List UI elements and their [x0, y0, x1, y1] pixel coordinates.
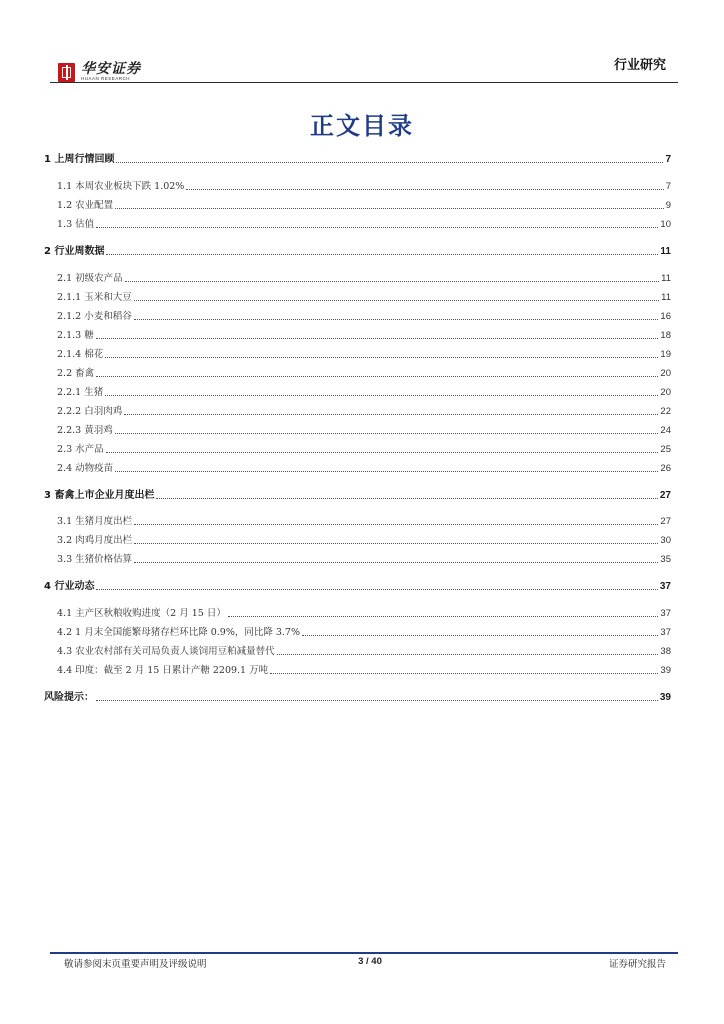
toc-section-entry[interactable]	[44, 550, 671, 566]
toc-leader-dots	[125, 280, 659, 282]
toc-section-entry[interactable]	[44, 196, 671, 212]
toc-entry-page: 37	[660, 627, 671, 638]
toc-entry-label: 2.4 动物疫苗	[57, 463, 114, 474]
toc-entry-page: 7	[665, 154, 671, 165]
toc-leader-dots	[96, 226, 658, 228]
toc-entry-page: 22	[660, 406, 671, 417]
toc-section-entry[interactable]	[44, 177, 671, 193]
toc-leader-dots	[134, 542, 658, 544]
toc-entry-label: 2.2.1 生猪	[57, 387, 104, 398]
toc-entry-label: 3.1 生猪月度出栏	[57, 516, 133, 527]
toc-entry-label: 3 畜禽上市企业月度出栏	[44, 490, 155, 501]
toc-leader-dots	[124, 413, 658, 415]
toc-entry-page: 9	[665, 200, 671, 211]
toc-entry-label: 4.2 1 月末全国能繁母猪存栏环比降 0.9%，同比降 3.7%	[57, 627, 301, 638]
toc-entry-label: 2.1.2 小麦和稻谷	[57, 311, 132, 322]
toc-entry-page: 20	[660, 368, 671, 379]
toc-leader-dots	[116, 161, 663, 163]
toc-leader-dots	[270, 672, 658, 674]
toc-entry-page: 25	[660, 444, 671, 455]
toc-leader-dots	[134, 523, 658, 525]
toc-entry-page: 38	[660, 646, 671, 657]
toc-leader-dots	[106, 451, 659, 453]
toc-section-entry[interactable]	[44, 661, 671, 677]
toc-entry-label: 2 行业周数据	[44, 246, 105, 257]
toc-entry-page: 19	[660, 349, 671, 360]
toc-section-entry[interactable]	[44, 604, 671, 620]
toc-leader-dots	[96, 375, 658, 377]
toc-entry-page: 18	[660, 330, 671, 341]
toc-entry-page: 7	[665, 181, 671, 192]
toc-entry-label: 风险提示：	[44, 692, 94, 703]
toc-entry-label: 4.1 主产区秋粮收购进度（2 月 15 日）	[57, 608, 226, 619]
toc-section-entry[interactable]	[44, 383, 671, 399]
toc-chapter-entry[interactable]	[44, 242, 671, 258]
toc-section-entry[interactable]	[44, 623, 671, 639]
toc-entry-page: 37	[659, 581, 671, 592]
toc-section-entry[interactable]	[44, 642, 671, 658]
toc-entry-label: 4 行业动态	[44, 581, 95, 592]
toc-chapter-entry[interactable]	[44, 486, 671, 502]
toc-leader-dots	[134, 318, 659, 320]
logo-seal-icon	[58, 63, 75, 82]
toc-section-entry[interactable]	[44, 326, 671, 342]
footer-doc-type: 证券研究报告	[608, 959, 666, 970]
toc-entry-page: 11	[661, 292, 671, 303]
toc-entry-label: 3.3 生猪价格估算	[57, 554, 133, 565]
header-divider	[50, 82, 678, 83]
footer-disclaimer: 敬请参阅末页重要声明及评级说明	[64, 959, 207, 970]
logo-name-en: HUAAN RESEARCH	[81, 76, 131, 81]
toc-entry-label: 1 上周行情回顾	[44, 154, 115, 165]
toc-section-entry[interactable]	[44, 440, 671, 456]
toc-entry-label: 2.1.1 玉米和大豆	[57, 292, 132, 303]
toc-section-entry[interactable]	[44, 459, 671, 475]
toc-entry-label: 1.3 估值	[57, 219, 95, 230]
toc-leader-dots	[228, 615, 659, 617]
toc-entry-label: 2.1.3 糖	[57, 330, 94, 341]
toc-chapter-entry[interactable]	[44, 577, 671, 593]
toc-leader-dots	[115, 207, 664, 209]
toc-entry-page: 10	[660, 219, 671, 230]
company-logo	[58, 60, 141, 84]
toc-section-entry[interactable]	[44, 345, 671, 361]
toc-entry-label: 4.3 农业农村部有关司局负责人谈饲用豆粕减量替代	[57, 646, 275, 657]
toc-entry-page: 20	[660, 387, 671, 398]
toc-entry-page: 27	[660, 516, 671, 527]
toc-leader-dots	[115, 432, 659, 434]
toc-leader-dots	[106, 253, 658, 255]
logo-name-cn: 华安证券	[81, 61, 141, 77]
toc-entry-page: 39	[660, 665, 671, 676]
toc-section-entry[interactable]	[44, 364, 671, 380]
toc-leader-dots	[156, 497, 657, 499]
toc-leader-dots	[96, 337, 659, 339]
toc-entry-page: 24	[660, 425, 671, 436]
toc-entry-label: 2.1 初级农产品	[57, 273, 123, 284]
toc-entry-label: 1.2 农业配置	[57, 200, 114, 211]
toc-entry-page: 27	[659, 490, 671, 501]
toc-leader-dots	[96, 588, 657, 590]
toc-entry-label: 2.1.4 棉花	[57, 349, 104, 360]
toc-entry-label: 3.2 肉鸡月度出栏	[57, 535, 133, 546]
toc-entry-page: 30	[660, 535, 671, 546]
toc-section-entry[interactable]	[44, 512, 671, 528]
toc-entry-page: 11	[661, 273, 671, 284]
toc-entry-label: 2.2.2 白羽肉鸡	[57, 406, 123, 417]
page-number: 3 / 40	[358, 956, 382, 967]
toc-entry-page: 26	[660, 463, 671, 474]
toc-entry-page: 37	[660, 608, 671, 619]
toc-section-entry[interactable]	[44, 215, 671, 231]
toc-section-entry[interactable]	[44, 421, 671, 437]
toc-leader-dots	[186, 188, 663, 190]
toc-leader-dots	[302, 634, 658, 636]
footer-divider	[50, 952, 678, 954]
toc-chapter-entry[interactable]	[44, 150, 671, 166]
toc-leader-dots	[134, 299, 659, 301]
toc-entry-label: 1.1 本周农业板块下跌 1.02%	[57, 181, 185, 192]
toc-section-entry[interactable]	[44, 307, 671, 323]
toc-entry-label: 4.4 印度：截至 2 月 15 日累计产糖 2209.1 万吨	[57, 665, 269, 676]
toc-chapter-entry[interactable]	[44, 688, 671, 704]
toc-entry-page: 16	[660, 311, 671, 322]
toc-section-entry[interactable]	[44, 402, 671, 418]
toc-section-entry[interactable]	[44, 288, 671, 304]
toc-leader-dots	[105, 356, 658, 358]
report-section-label: 行业研究	[613, 58, 666, 73]
toc-entry-page: 11	[660, 246, 671, 257]
toc-leader-dots	[115, 470, 658, 472]
toc-section-entry[interactable]	[44, 269, 671, 285]
toc-leader-dots	[105, 394, 658, 396]
toc-entry-page: 39	[659, 692, 671, 703]
toc-leader-dots	[134, 561, 658, 563]
toc-section-entry[interactable]	[44, 531, 671, 547]
toc-entry-label: 2.3 水产品	[57, 444, 104, 455]
toc-entry-label: 2.2 畜禽	[57, 368, 95, 379]
toc-leader-dots	[277, 653, 659, 655]
toc-entry-label: 2.2.3 黄羽鸡	[57, 425, 113, 436]
page-title: 正文目录	[310, 112, 414, 140]
toc-leader-dots	[96, 699, 658, 701]
toc-entry-page: 35	[660, 554, 671, 565]
